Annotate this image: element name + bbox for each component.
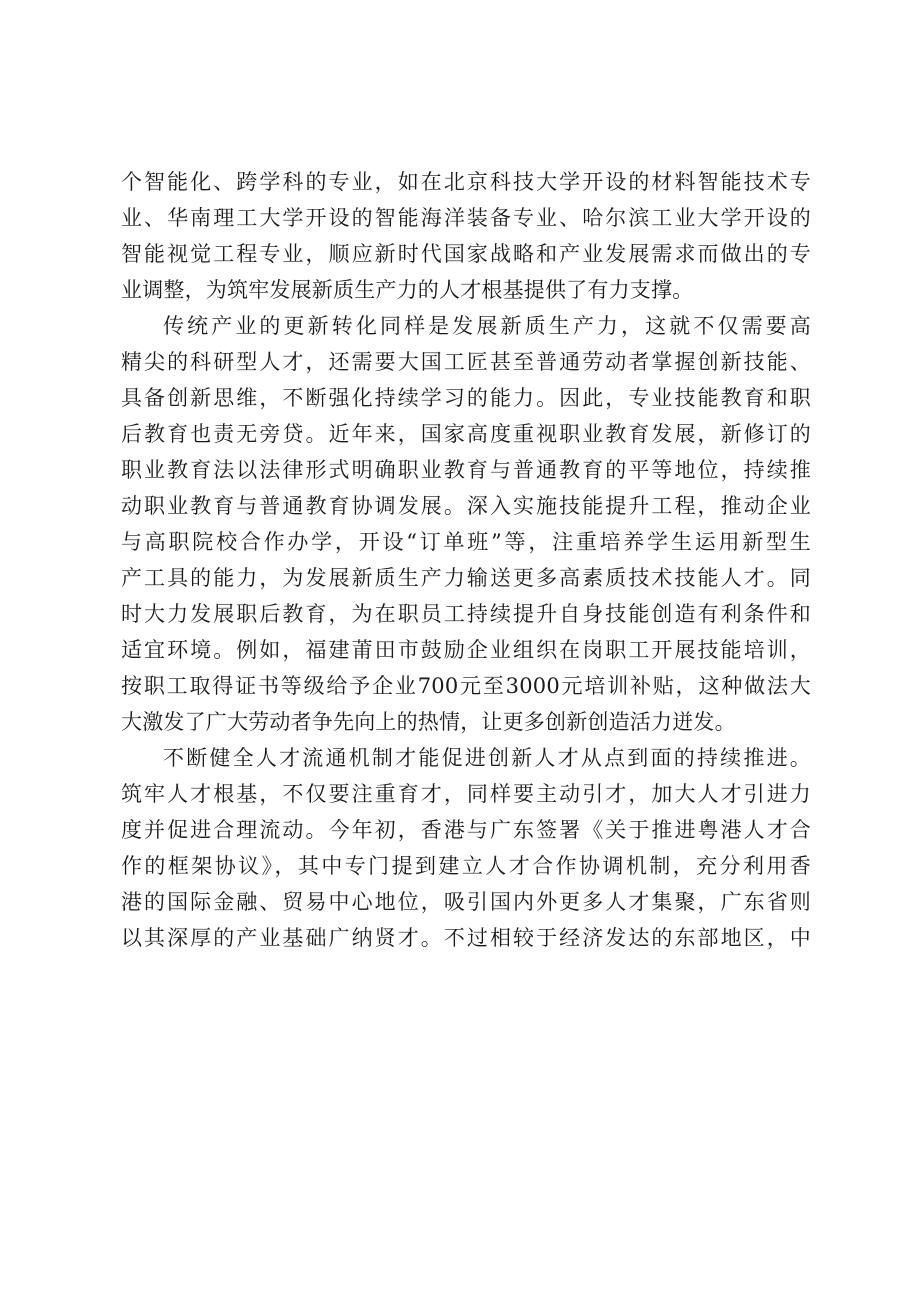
- text-line: 后教育也责无旁贷。近年来，国家高度重视职业教育发展，新修订的: [121, 422, 811, 446]
- text-line: 以其深厚的产业基础广纳贤才。不过相较于经济发达的东部地区，中: [121, 926, 811, 950]
- text-line: 业调整，为筑牢发展新质生产力的人才根基提供了有力支撑。: [121, 278, 694, 302]
- text-line: 按职工取得证书等级给予企业700元至3000元培训补贴，这种做法大: [121, 674, 811, 698]
- text-line: 业、华南理工大学开设的智能海洋装备专业、哈尔滨工业大学开设的: [121, 206, 811, 230]
- text-line: 动职业教育与普通教育协调发展。深入实施技能提升工程，推动企业: [121, 494, 811, 518]
- paragraph-2: [121, 308, 811, 740]
- text-line: 传统产业的更新转化同样是发展新质生产力，这就不仅需要高: [163, 314, 811, 338]
- text-line: 智能视觉工程专业，顺应新时代国家战略和产业发展需求而做出的专: [121, 242, 811, 266]
- document-body: [121, 164, 811, 956]
- text-line: 职业教育法以法律形式明确职业教育与普通教育的平等地位，持续推: [121, 458, 811, 482]
- paragraph-3: [121, 740, 811, 956]
- text-line: 时大力发展职后教育，为在职员工持续提升自身技能创造有利条件和: [121, 602, 811, 626]
- text-line: 个智能化、跨学科的专业，如在北京科技大学开设的材料智能技术专: [121, 170, 811, 194]
- text-line: 与高职院校合作办学，开设“订单班”等，注重培养学生运用新型生: [121, 530, 811, 554]
- text-line: 港的国际金融、贸易中心地位，吸引国内外更多人才集聚，广东省则: [121, 890, 811, 914]
- text-line: 产工具的能力，为发展新质生产力输送更多高素质技术技能人才。同: [121, 566, 811, 590]
- text-line: 筑牢人才根基，不仅要注重育才，同样要主动引才，加大人才引进力: [121, 782, 811, 806]
- paragraph-1: [121, 164, 811, 308]
- text-line: 度并促进合理流动。今年初，香港与广东签署《关于推进粤港人才合: [121, 818, 811, 842]
- text-line: 作的框架协议》，其中专门提到建立人才合作协调机制，充分利用香: [121, 854, 811, 878]
- text-line: 具备创新思维，不断强化持续学习的能力。因此，专业技能教育和职: [121, 386, 811, 410]
- text-line: 大激发了广大劳动者争先向上的热情，让更多创新创造活力迸发。: [121, 710, 736, 734]
- text-line: 不断健全人才流通机制才能促进创新人才从点到面的持续推进。: [163, 746, 811, 770]
- text-line: 精尖的科研型人才，还需要大国工匠甚至普通劳动者掌握创新技能、: [121, 350, 811, 374]
- text-line: 适宜环境。例如，福建莆田市鼓励企业组织在岗职工开展技能培训，: [121, 638, 811, 662]
